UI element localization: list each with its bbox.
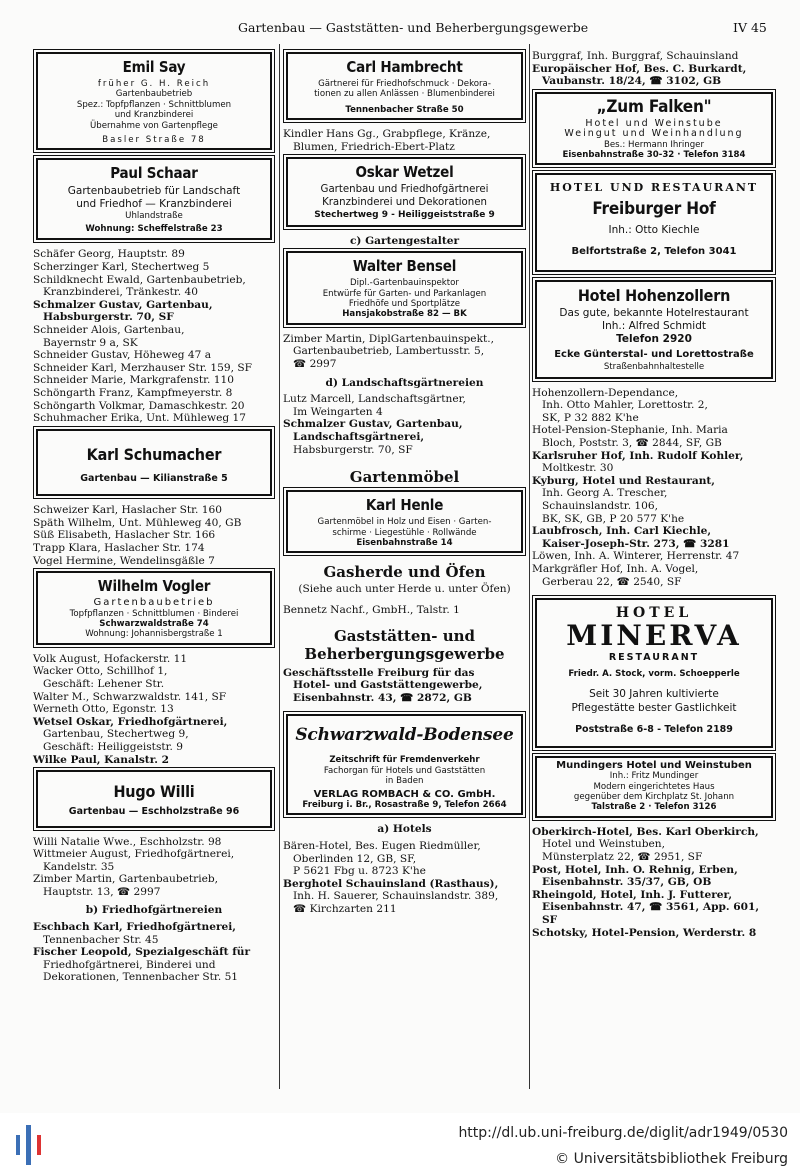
ad-schwarzwald-bodensee bbox=[286, 714, 523, 815]
ad-line: HOTEL bbox=[615, 605, 693, 622]
list-item: Geschäft: Lehener Str. bbox=[43, 677, 165, 690]
list-item: Moltkestr. 30 bbox=[542, 462, 614, 475]
ad-line: Entwürfe für Garten- und Parkanlagen bbox=[322, 288, 487, 299]
list-item: Blumen, Friedrich-Ebert-Platz bbox=[293, 140, 455, 153]
ad-name: Walter Bensel bbox=[352, 257, 457, 276]
list-item: Süß Elisabeth, Haslacher Str. 166 bbox=[33, 529, 216, 542]
ad-line: Gartenbaubetrieb bbox=[93, 597, 215, 609]
ad-line: HOTEL UND RESTAURANT bbox=[549, 181, 759, 195]
ad-freiburger-hof bbox=[535, 173, 773, 271]
list-item: Schmalzer Gustav, Gartenbau, bbox=[33, 298, 213, 311]
column-rule bbox=[279, 44, 280, 1089]
ad-line: Modern eingerichtetes Haus bbox=[593, 781, 715, 792]
viewer-footer bbox=[0, 1113, 800, 1173]
listing-group bbox=[532, 50, 776, 88]
list-item: Eisenbahnstr. 47, ☎ 3561, App. 601, bbox=[542, 901, 760, 914]
list-item: Schneider Marie, Markgrafenstr. 110 bbox=[33, 374, 234, 387]
section-heading: c) Gartengestalter bbox=[349, 234, 460, 247]
ad-line: Gartenbau und Friedhofgärtnerei bbox=[320, 184, 489, 196]
ad-hugo-willi bbox=[36, 770, 272, 827]
ad-mundingers bbox=[535, 756, 773, 818]
list-item: Wacker Otto, Schillhof 1, bbox=[33, 665, 168, 678]
ad-line: gegenüber dem Kirchplatz St. Johann bbox=[573, 791, 735, 802]
list-item: Inh. H. Sauerer, Schauinslandstr. 389, bbox=[293, 890, 499, 903]
ad-emil-say bbox=[36, 52, 272, 150]
ad-name: Wilhelm Vogler bbox=[97, 577, 211, 596]
section-note: (Siehe auch unter Herde u. unter Öfen) bbox=[298, 583, 511, 596]
listing-group bbox=[33, 653, 275, 766]
ad-name: Paul Schaar bbox=[110, 164, 198, 183]
list-item: Oberkirch-Hotel, Bes. Karl Oberkirch, bbox=[532, 825, 759, 838]
list-item: P 5621 Fbg u. 8723 K'he bbox=[293, 865, 426, 878]
listing-group bbox=[532, 826, 776, 939]
list-item: Habsburgerstr. 70, SF bbox=[293, 443, 413, 456]
ad-paul-schaar bbox=[36, 158, 272, 240]
list-item: Späth Wilhelm, Unt. Mühleweg 40, GB bbox=[33, 516, 242, 529]
ad-line: Uhlandstraße bbox=[125, 211, 183, 222]
ad-name: „Zum Falken" bbox=[596, 96, 712, 117]
list-item: Hohenzollern-Dependance, bbox=[532, 386, 679, 399]
list-item: ☎ 2997 bbox=[293, 358, 337, 371]
list-item: Schweizer Karl, Haslacher Str. 160 bbox=[33, 504, 222, 517]
ad-name: Freiburger Hof bbox=[592, 198, 716, 219]
list-item: Burggraf, Inh. Burggraf, Schauinsland bbox=[532, 50, 739, 62]
listing-group bbox=[532, 387, 776, 589]
ad-line: Schwarzwaldstraße 74 bbox=[99, 618, 209, 629]
list-item: SF bbox=[542, 913, 558, 926]
ad-line: Zeitschrift für Fremdenverkehr bbox=[329, 755, 480, 766]
ad-line: in Baden bbox=[385, 776, 424, 787]
list-item: Schauinslandstr. 106, bbox=[542, 499, 659, 512]
list-item: Schuhmacher Erika, Unt. Mühleweg 17 bbox=[33, 412, 246, 425]
ad-hotel-minerva bbox=[535, 598, 773, 748]
list-item: Gartenbau, Stechertweg 9, bbox=[43, 728, 189, 741]
ad-line: Gartenbau — Eschholzstraße 96 bbox=[68, 806, 240, 818]
listing-group bbox=[33, 836, 275, 899]
list-item: Schotsky, Hotel-Pension, Werderstr. 8 bbox=[532, 926, 757, 939]
listing-group bbox=[283, 128, 526, 153]
ad-line: Pflegestätte bester Gastlichkeit bbox=[571, 702, 737, 715]
section-heading: b) Friedhofgärtnereien bbox=[85, 904, 223, 917]
ad-line: Poststraße 6-8 - Telefon 2189 bbox=[575, 724, 733, 736]
ad-line: Bes.: Hermann Ihringer bbox=[603, 139, 705, 150]
list-item: Dekorationen, Tennenbacher Str. 51 bbox=[43, 971, 239, 984]
ad-line: RESTAURANT bbox=[608, 651, 700, 663]
ad-line: Eisenbahnstraße 14 bbox=[356, 538, 453, 548]
section-heading: a) Hotels bbox=[377, 823, 432, 836]
ad-line: Gartenbaubetrieb für Landschaft bbox=[67, 185, 241, 198]
list-item: Post, Hotel, Inh. O. Rehnig, Erben, bbox=[532, 863, 738, 876]
ad-line: Hotel und Weinstube bbox=[585, 117, 723, 129]
list-item: Münsterplatz 22, ☎ 2951, SF bbox=[542, 850, 703, 863]
list-item: BK, SK, GB, P 20 577 K'he bbox=[542, 512, 685, 525]
listing-group bbox=[33, 248, 275, 424]
list-item: Friedhofgärtnerei, Binderei und bbox=[43, 958, 216, 971]
list-item: Hotel- und Gaststättengewerbe, bbox=[293, 679, 483, 692]
section-title: Gaststätten- und bbox=[333, 626, 476, 645]
list-item: Kranzbinderei, Tränkestr. 40 bbox=[43, 286, 198, 299]
ad-name: Emil Say bbox=[122, 58, 186, 76]
list-item: ☎ Kirchzarten 211 bbox=[293, 902, 397, 915]
ad-line: Gartenbau — Kilianstraße 5 bbox=[80, 472, 228, 484]
ad-line: Telefon 2920 bbox=[616, 332, 692, 345]
ad-name: Carl Hambrecht bbox=[346, 58, 463, 76]
list-item: Kaiser-Joseph-Str. 273, ☎ 3281 bbox=[542, 537, 730, 550]
list-item: Tennenbacher Str. 45 bbox=[43, 933, 159, 946]
list-item: Schildknecht Ewald, Gartenbaubetrieb, bbox=[33, 273, 246, 286]
list-item: Eisenbahnstr. 43, ☎ 2872, GB bbox=[293, 691, 472, 704]
ad-line: Eisenbahnstraße 30-32 · Telefon 3184 bbox=[562, 150, 746, 160]
ad-carl-hambrecht bbox=[286, 52, 523, 120]
ad-line: Hansjakobstraße 82 — BK bbox=[342, 309, 467, 320]
list-item: Wetsel Oskar, Friedhofgärtnerei, bbox=[33, 715, 228, 728]
ad-line: Talstraße 2 · Telefon 3126 bbox=[591, 802, 717, 813]
document-url-link[interactable]: http://dl.ub.uni-freiburg.de/diglit/adr1949/0530 bbox=[458, 1125, 788, 1141]
column-2 bbox=[283, 48, 526, 916]
list-item: Berghotel Schauinsland (Rasthaus), bbox=[283, 877, 499, 890]
ad-line: Friedr. A. Stock, vorm. Schoepperle bbox=[568, 668, 740, 679]
section-heading: d) Landschaftsgärtnereien bbox=[325, 376, 484, 389]
ad-line: Stechertweg 9 - Heiliggeiststraße 9 bbox=[314, 210, 495, 221]
ad-line: Gartenbaubetrieb bbox=[115, 89, 193, 100]
list-item: Hotel-Pension-Stephanie, Inh. Maria bbox=[532, 424, 728, 437]
list-item: Karlsruher Hof, Inh. Rudolf Kohler, bbox=[532, 449, 744, 462]
ad-line: Gartenmöbel in Holz und Eisen · Garten- bbox=[317, 517, 492, 528]
column-1 bbox=[33, 48, 275, 984]
list-item: Bloch, Poststr. 3, ☎ 2844, SF, GB bbox=[542, 437, 722, 449]
list-item: Schöngarth Franz, Kampfmeyerstr. 8 bbox=[33, 386, 233, 399]
ad-zum-falken bbox=[535, 92, 773, 166]
list-item: Bayernstr 9 a, SK bbox=[43, 336, 138, 349]
list-item: SK, P 32 882 K'he bbox=[542, 411, 639, 424]
ad-line: Das gute, bekannte Hotelrestaurant bbox=[559, 306, 749, 319]
list-item: Markgräfler Hof, Inh. A. Vogel, bbox=[532, 562, 699, 575]
ad-line: Belfortstraße 2, Telefon 3041 bbox=[571, 246, 737, 258]
ad-name: Oskar Wetzel bbox=[355, 163, 454, 182]
list-item: Scherzinger Karl, Stechertweg 5 bbox=[33, 261, 210, 274]
list-item: Trapp Klara, Haslacher Str. 174 bbox=[33, 541, 205, 554]
ad-name: Hotel Hohenzollern bbox=[577, 285, 731, 305]
list-item: Zimber Martin, DiplGartenbauinspekt., bbox=[283, 332, 494, 345]
ad-line: Wohnung: Scheffelstraße 23 bbox=[85, 223, 223, 234]
list-item: Bären-Hotel, Bes. Eugen Riedmüller, bbox=[283, 840, 481, 852]
section-title: Beherbergungsgewerbe bbox=[304, 644, 505, 663]
list-item: Kindler Hans Gg., Grabpflege, Kränze, bbox=[283, 128, 491, 141]
list-item: Kandelstr. 35 bbox=[43, 860, 115, 873]
ad-line: VERLAG ROMBACH & CO. GmbH. bbox=[313, 788, 496, 800]
list-item: Vaubanstr. 18/24, ☎ 3102, GB bbox=[542, 75, 722, 88]
listing-group bbox=[283, 840, 526, 916]
ad-line: Inh.: Alfred Schmidt bbox=[602, 319, 706, 332]
list-item: Inh. Otto Mahler, Lorettostr. 2, bbox=[542, 399, 708, 412]
list-item: Vogel Hermine, Wendelinsgäßle 7 bbox=[33, 554, 215, 567]
list-item: Hotel und Weinstuben, bbox=[542, 838, 665, 851]
ad-oskar-wetzel bbox=[286, 157, 523, 226]
ad-line: Topfpflanzen · Schnittblumen · Binderei bbox=[69, 608, 239, 619]
list-item: Laubfrosch, Inh. Carl Kiechle, bbox=[532, 525, 712, 538]
ad-line: Weingut und Weinhandlung bbox=[564, 128, 744, 140]
list-item: Zimber Martin, Gartenbaubetrieb, bbox=[33, 873, 218, 886]
list-item: Wittmeier August, Friedhofgärtnerei, bbox=[33, 848, 235, 861]
list-item: Inh. Georg A. Trescher, bbox=[542, 487, 668, 500]
list-item: Lutz Marcell, Landschaftsgärtner, bbox=[283, 393, 466, 406]
ad-line: Friedhöfe und Sportplätze bbox=[348, 299, 461, 310]
ad-karl-henle bbox=[286, 490, 523, 553]
ad-line: und Kranzbinderei bbox=[114, 110, 194, 121]
page-header bbox=[0, 20, 800, 40]
ad-line: Fachorgan für Hotels und Gaststätten bbox=[323, 765, 486, 776]
ad-line: Gärtnerei für Friedhofschmuck · Dekora- bbox=[318, 79, 491, 89]
list-item: Schneider Gustav, Höheweg 47 a bbox=[33, 349, 212, 362]
ad-line: Freiburg i. Br., Rosastraße 9, Telefon 2664 bbox=[302, 800, 507, 810]
column-3 bbox=[532, 50, 776, 939]
copyright-notice: © Universitätsbibliothek Freiburg bbox=[555, 1151, 788, 1167]
listing-group bbox=[283, 667, 526, 705]
list-item: Wilke Paul, Kanalstr. 2 bbox=[33, 753, 170, 766]
ad-hotel-hohenzollern bbox=[535, 280, 773, 379]
list-item: Bennetz Nachf., GmbH., Talstr. 1 bbox=[283, 604, 460, 616]
ad-line: Spez.: Topfpflanzen · Schnittblumen bbox=[76, 99, 232, 110]
listing-group bbox=[33, 504, 275, 567]
listing-group bbox=[33, 921, 275, 984]
ad-line: Ecke Günterstal- und Lorettostraße bbox=[554, 348, 754, 360]
ad-line: früher G. H. Reich bbox=[97, 79, 211, 89]
ad-karl-schumacher bbox=[36, 429, 272, 496]
list-item: Geschäftsstelle Freiburg für das bbox=[283, 666, 475, 679]
list-item: Löwen, Inh. A. Winterer, Herrenstr. 47 bbox=[532, 550, 740, 563]
ad-line: Tennenbacher Straße 50 bbox=[345, 104, 464, 115]
column-rule bbox=[529, 44, 530, 1089]
listing-group bbox=[283, 393, 526, 456]
ad-line: Wohnung: Johannisbergstraße 1 bbox=[85, 629, 223, 640]
section-title: Gartenmöbel bbox=[349, 468, 460, 487]
ad-wilhelm-vogler bbox=[36, 571, 272, 645]
list-item: Europäischer Hof, Bes. C. Burkardt, bbox=[532, 62, 747, 75]
ad-line: und Friedhof — Kranzbinderei bbox=[76, 197, 232, 210]
list-item: Habsburgerstr. 70, SF bbox=[43, 311, 174, 324]
list-item: Eschbach Karl, Friedhofgärtnerei, bbox=[33, 921, 236, 934]
list-item: Kyburg, Hotel und Restaurant, bbox=[532, 474, 715, 487]
ad-name: Mundingers Hotel und Weinstuben bbox=[556, 759, 752, 771]
ad-name: Karl Schumacher bbox=[86, 444, 222, 464]
ad-line: schirme · Liegestühle · Rollwände bbox=[332, 527, 477, 538]
list-item: Schneider Alois, Gartenbau, bbox=[33, 324, 185, 336]
ad-line: Inh.: Fritz Mundinger bbox=[609, 771, 699, 782]
section-title: Gasherde und Öfen bbox=[323, 563, 486, 582]
list-item: Landschaftsgärtnerei, bbox=[293, 431, 425, 443]
ad-walter-bensel bbox=[286, 251, 523, 325]
ad-line: Straßenbahnhaltestelle bbox=[603, 361, 705, 372]
ad-name: Hugo Willi bbox=[113, 782, 195, 802]
list-item: Werneth Otto, Egonstr. 13 bbox=[33, 703, 174, 716]
ad-line: Übernahme von Gartenpflege bbox=[90, 120, 218, 131]
list-item: Eisenbahnstr. 35/37, GB, OB bbox=[542, 876, 712, 889]
ad-line: Dipl.-Gartenbauinspektor bbox=[350, 278, 459, 289]
list-item: Geschäft: Heiliggeiststr. 9 bbox=[43, 740, 184, 753]
list-item: Schöngarth Volkmar, Damaschkestr. 20 bbox=[33, 399, 245, 412]
list-item: Oberlinden 12, GB, SF, bbox=[293, 852, 417, 865]
list-item: Im Weingarten 4 bbox=[293, 405, 383, 418]
page-number: IV 45 bbox=[733, 20, 767, 35]
running-title: Gartenbau — Gaststätten- und Beherbergungsgewerbe bbox=[238, 20, 589, 35]
ad-line: tionen zu allen Anlässen · Blumenbinderei bbox=[314, 89, 495, 100]
list-item: Schneider Karl, Merzhauser Str. 159, SF bbox=[33, 361, 252, 374]
ad-line: Kranzbinderei und Dekorationen bbox=[322, 196, 487, 208]
list-item: Willi Natalie Wwe., Eschholzstr. 98 bbox=[33, 835, 222, 848]
listing-group bbox=[283, 333, 526, 371]
list-item: Volk August, Hofackerstr. 11 bbox=[33, 652, 188, 665]
ad-name: Schwarzwald-Bodensee bbox=[295, 725, 514, 746]
list-item: Hauptstr. 13, ☎ 2997 bbox=[43, 885, 161, 898]
list-item: Fischer Leopold, Spezialgeschäft für bbox=[33, 946, 251, 959]
list-item: Rheingold, Hotel, Inh. J. Futterer, bbox=[532, 888, 733, 901]
list-item: Gerberau 22, ☎ 2540, SF bbox=[542, 575, 682, 588]
list-item: Gartenbaubetrieb, Lambertusstr. 5, bbox=[293, 345, 485, 358]
list-item: Schäfer Georg, Hauptstr. 89 bbox=[33, 248, 185, 261]
ad-name: MINERVA bbox=[566, 618, 742, 652]
ad-line: Seit 30 Jahren kultivierte bbox=[589, 688, 719, 701]
ad-line: Inh.: Otto Kiechle bbox=[608, 223, 700, 236]
ad-line: Basler Straße 78 bbox=[102, 135, 206, 146]
university-library-logo-icon bbox=[14, 1121, 44, 1169]
ad-name: Karl Henle bbox=[365, 496, 444, 515]
list-item: Schmalzer Gustav, Gartenbau, bbox=[283, 418, 463, 431]
list-item: Walter M., Schwarzwaldstr. 141, SF bbox=[33, 690, 227, 703]
